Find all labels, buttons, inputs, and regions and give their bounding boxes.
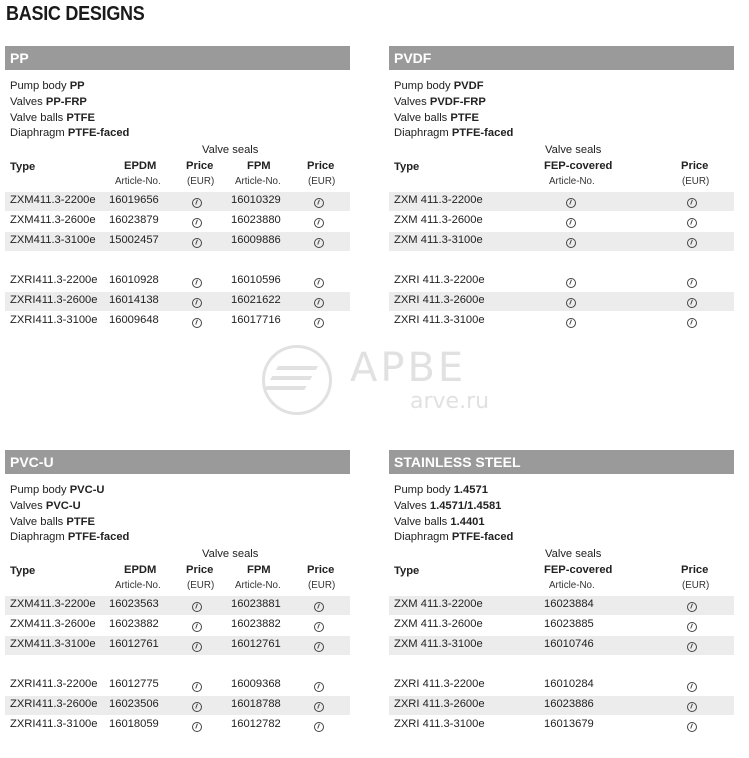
spec-line xyxy=(10,483,350,499)
type-header: Type xyxy=(10,161,36,174)
article-no-header: Article-No. xyxy=(235,176,281,188)
article-cell: 16013679 xyxy=(544,718,594,731)
type-cell: ZXRI 411.3-3100e xyxy=(394,718,485,731)
article-cell: 16014138 xyxy=(109,294,159,307)
fpm-header: FPM xyxy=(247,160,271,173)
price-on-request-icon xyxy=(687,278,697,288)
table-row xyxy=(5,636,350,655)
price-on-request-icon xyxy=(192,722,202,732)
spec-line xyxy=(394,530,734,546)
type-cell: ZXM 411.3-2200e xyxy=(394,194,483,207)
table-row xyxy=(5,716,350,735)
valve-seals-label: Valve seals xyxy=(545,144,602,157)
price-table xyxy=(389,142,734,337)
article-cell: 16021622 xyxy=(231,294,281,307)
price-on-request-icon xyxy=(314,602,324,612)
price-on-request-icon xyxy=(314,622,324,632)
article-cell: 16023885 xyxy=(544,618,594,631)
eur-header: (EUR) xyxy=(187,176,215,188)
price-table xyxy=(5,546,350,741)
table-row xyxy=(389,716,734,735)
price-table xyxy=(389,546,734,741)
type-cell: ZXM 411.3-3100e xyxy=(394,234,483,247)
article-cell: 16023881 xyxy=(231,598,281,611)
type-cell: ZXM411.3-2600e xyxy=(10,618,96,631)
spec-label: Valve balls xyxy=(394,515,448,528)
spec-list xyxy=(5,70,350,142)
type-cell: ZXRI411.3-2200e xyxy=(10,274,98,287)
price-on-request-icon xyxy=(192,602,202,612)
price-on-request-icon xyxy=(192,218,202,228)
eur-header: (EUR) xyxy=(308,580,336,592)
type-cell: ZXRI 411.3-2600e xyxy=(394,294,485,307)
article-cell: 15002457 xyxy=(109,234,159,247)
price-header: Price xyxy=(681,564,709,577)
spec-line xyxy=(394,95,734,111)
spec-label: Diaphragm xyxy=(394,531,449,544)
spec-label: Valve balls xyxy=(394,111,448,124)
watermark-logo-icon xyxy=(262,345,332,415)
price-on-request-icon xyxy=(314,642,324,652)
price-on-request-icon xyxy=(192,642,202,652)
spec-label: Pump body xyxy=(394,484,451,496)
spec-line xyxy=(10,79,350,95)
table-row xyxy=(389,312,734,331)
article-cell: 16010329 xyxy=(231,194,281,207)
spec-line xyxy=(10,499,350,515)
spec-line xyxy=(394,79,734,95)
fpm-header: FPM xyxy=(247,564,271,577)
article-no-header: Article-No. xyxy=(235,580,281,592)
article-no-header: Article-No. xyxy=(115,176,161,188)
spec-value: PTFE xyxy=(450,111,479,124)
spec-label: Diaphragm xyxy=(10,531,65,544)
price-on-request-icon xyxy=(566,318,576,328)
spec-label: Valves xyxy=(394,499,427,512)
article-cell: 16023886 xyxy=(544,698,594,711)
watermark-text: АРВЕ xyxy=(350,345,467,391)
price-on-request-icon xyxy=(687,722,697,732)
type-cell: ZXM411.3-3100e xyxy=(10,638,96,651)
table-row xyxy=(389,272,734,291)
eur-header: (EUR) xyxy=(308,176,336,188)
spec-value: PVC-U xyxy=(45,499,81,512)
type-cell: ZXM411.3-2200e xyxy=(10,194,96,207)
spec-value: 1.4571/1.4581 xyxy=(429,499,502,512)
spec-list xyxy=(389,474,734,546)
price-on-request-icon xyxy=(314,238,324,248)
spec-line xyxy=(10,515,350,531)
table-row xyxy=(389,616,734,635)
spec-line xyxy=(394,515,734,531)
type-cell: ZXM411.3-2200e xyxy=(10,598,96,611)
spec-value: PVC-U xyxy=(69,484,105,496)
price-on-request-icon xyxy=(314,218,324,228)
article-cell: 16023884 xyxy=(544,598,594,611)
spec-value: PTFE-faced xyxy=(451,531,514,544)
price-on-request-icon xyxy=(192,702,202,712)
watermark-subtext: arve.ru xyxy=(410,389,490,414)
price-on-request-icon xyxy=(192,238,202,248)
type-cell: ZXRI 411.3-3100e xyxy=(394,314,485,327)
table-row xyxy=(389,212,734,231)
price-on-request-icon xyxy=(314,198,324,208)
spec-value: PVDF xyxy=(453,80,484,92)
spec-line xyxy=(10,111,350,127)
table-row xyxy=(5,232,350,251)
spec-value: PTFE-faced xyxy=(67,531,130,544)
spec-value: 1.4571 xyxy=(453,484,488,496)
fep-header: FEP-covered xyxy=(544,160,613,173)
valve-seals-label: Valve seals xyxy=(545,548,602,561)
spec-value: PTFE-faced xyxy=(67,127,130,140)
spec-value: PP xyxy=(69,80,85,92)
price-on-request-icon xyxy=(314,318,324,328)
table-row xyxy=(5,616,350,635)
price-on-request-icon xyxy=(314,702,324,712)
article-cell: 16019656 xyxy=(109,194,159,207)
price-on-request-icon xyxy=(566,238,576,248)
price-on-request-icon xyxy=(314,278,324,288)
article-no-header: Article-No. xyxy=(549,580,595,592)
spec-label: Diaphragm xyxy=(10,127,65,140)
price-header: Price xyxy=(307,564,335,577)
page-title: BASIC DESIGNS xyxy=(6,3,145,25)
article-cell: 16023882 xyxy=(231,618,281,631)
table-row xyxy=(5,596,350,615)
price-on-request-icon xyxy=(687,642,697,652)
article-cell: 16010746 xyxy=(544,638,594,651)
type-header: Type xyxy=(10,565,36,578)
spec-value: PTFE-faced xyxy=(451,127,514,140)
spec-label: Valves xyxy=(10,499,43,512)
type-header: Type xyxy=(394,161,420,174)
article-cell: 16010596 xyxy=(231,274,281,287)
table-row xyxy=(5,696,350,715)
spec-label: Valve balls xyxy=(10,111,64,124)
article-cell: 16023563 xyxy=(109,598,159,611)
spec-list xyxy=(5,474,350,546)
price-on-request-icon xyxy=(687,318,697,328)
article-cell: 16009648 xyxy=(109,314,159,327)
panel-title: PP xyxy=(5,46,350,70)
fep-header: FEP-covered xyxy=(544,564,613,577)
article-cell: 16012775 xyxy=(109,678,159,691)
price-on-request-icon xyxy=(687,622,697,632)
type-cell: ZXM 411.3-2600e xyxy=(394,214,483,227)
panel-pp xyxy=(5,46,350,337)
type-cell: ZXM411.3-2600e xyxy=(10,214,96,227)
price-table xyxy=(5,142,350,337)
price-on-request-icon xyxy=(192,682,202,692)
article-cell: 16009368 xyxy=(231,678,281,691)
type-cell: ZXRI411.3-2600e xyxy=(10,294,98,307)
type-cell: ZXRI 411.3-2600e xyxy=(394,698,485,711)
spec-label: Pump body xyxy=(10,80,67,92)
price-on-request-icon xyxy=(687,238,697,248)
table-row xyxy=(5,272,350,291)
spec-line xyxy=(394,126,734,142)
panel-title: PVDF xyxy=(389,46,734,70)
price-on-request-icon xyxy=(314,682,324,692)
article-cell: 16018788 xyxy=(231,698,281,711)
spec-line xyxy=(10,95,350,111)
price-header: Price xyxy=(186,564,214,577)
type-cell: ZXRI411.3-3100e xyxy=(10,314,98,327)
spec-label: Diaphragm xyxy=(394,127,449,140)
type-cell: ZXRI 411.3-2200e xyxy=(394,274,485,287)
price-on-request-icon xyxy=(687,198,697,208)
spec-line xyxy=(394,499,734,515)
price-on-request-icon xyxy=(687,298,697,308)
spec-list xyxy=(389,70,734,142)
price-on-request-icon xyxy=(192,318,202,328)
spec-label: Valve balls xyxy=(10,515,64,528)
eur-header: (EUR) xyxy=(682,176,710,188)
type-header: Type xyxy=(394,565,420,578)
type-cell: ZXM 411.3-2200e xyxy=(394,598,483,611)
spec-label: Pump body xyxy=(10,484,67,496)
epdm-header: EPDM xyxy=(124,160,157,173)
type-cell: ZXRI411.3-2200e xyxy=(10,678,98,691)
panel-pvdf xyxy=(389,46,734,337)
eur-header: (EUR) xyxy=(682,580,710,592)
article-cell: 16023879 xyxy=(109,214,159,227)
article-cell: 16012761 xyxy=(109,638,159,651)
type-cell: ZXRI411.3-2600e xyxy=(10,698,98,711)
article-cell: 16017716 xyxy=(231,314,281,327)
type-cell: ZXRI411.3-3100e xyxy=(10,718,98,731)
table-row xyxy=(5,676,350,695)
table-row xyxy=(389,292,734,311)
spec-value: PVDF-FRP xyxy=(429,95,486,108)
spec-label: Valves xyxy=(394,95,427,108)
valve-seals-label: Valve seals xyxy=(202,144,259,157)
price-on-request-icon xyxy=(687,682,697,692)
price-header: Price xyxy=(186,160,214,173)
eur-header: (EUR) xyxy=(187,580,215,592)
price-on-request-icon xyxy=(566,198,576,208)
article-no-header: Article-No. xyxy=(115,580,161,592)
spec-value: PTFE xyxy=(66,111,95,124)
price-on-request-icon xyxy=(566,218,576,228)
price-on-request-icon xyxy=(687,702,697,712)
table-row xyxy=(5,212,350,231)
price-on-request-icon xyxy=(566,278,576,288)
article-cell: 16010928 xyxy=(109,274,159,287)
price-header: Price xyxy=(681,160,709,173)
price-on-request-icon xyxy=(687,218,697,228)
article-cell: 16023882 xyxy=(109,618,159,631)
price-on-request-icon xyxy=(687,602,697,612)
table-row xyxy=(5,192,350,211)
article-cell: 16018059 xyxy=(109,718,159,731)
article-cell: 16010284 xyxy=(544,678,594,691)
spec-line xyxy=(10,530,350,546)
type-cell: ZXM 411.3-3100e xyxy=(394,638,483,651)
spec-value: PP-FRP xyxy=(45,95,87,108)
spec-line xyxy=(394,111,734,127)
price-on-request-icon xyxy=(192,622,202,632)
table-row xyxy=(5,292,350,311)
watermark xyxy=(260,345,510,425)
article-no-header: Article-No. xyxy=(549,176,595,188)
price-on-request-icon xyxy=(566,298,576,308)
price-on-request-icon xyxy=(192,298,202,308)
table-row xyxy=(389,636,734,655)
table-row xyxy=(389,192,734,211)
table-row xyxy=(389,696,734,715)
article-cell: 16023880 xyxy=(231,214,281,227)
price-on-request-icon xyxy=(192,278,202,288)
price-header: Price xyxy=(307,160,335,173)
table-row xyxy=(389,596,734,615)
type-cell: ZXRI 411.3-2200e xyxy=(394,678,485,691)
price-on-request-icon xyxy=(192,198,202,208)
spec-line xyxy=(394,483,734,499)
spec-value: PTFE xyxy=(66,515,95,528)
article-cell: 16009886 xyxy=(231,234,281,247)
spec-label: Valves xyxy=(10,95,43,108)
price-on-request-icon xyxy=(314,722,324,732)
price-on-request-icon xyxy=(314,298,324,308)
article-cell: 16012761 xyxy=(231,638,281,651)
type-cell: ZXM 411.3-2600e xyxy=(394,618,483,631)
panel-pvc-u xyxy=(5,450,350,741)
table-row xyxy=(389,676,734,695)
type-cell: ZXM411.3-3100e xyxy=(10,234,96,247)
spec-value: 1.4401 xyxy=(450,515,485,528)
article-cell: 16012782 xyxy=(231,718,281,731)
valve-seals-label: Valve seals xyxy=(202,548,259,561)
spec-line xyxy=(10,126,350,142)
panel-title: STAINLESS STEEL xyxy=(389,450,734,474)
table-row xyxy=(389,232,734,251)
spec-label: Pump body xyxy=(394,80,451,92)
epdm-header: EPDM xyxy=(124,564,157,577)
panel-title: PVC-U xyxy=(5,450,350,474)
article-cell: 16023506 xyxy=(109,698,159,711)
panel-stainless-steel xyxy=(389,450,734,741)
table-row xyxy=(5,312,350,331)
